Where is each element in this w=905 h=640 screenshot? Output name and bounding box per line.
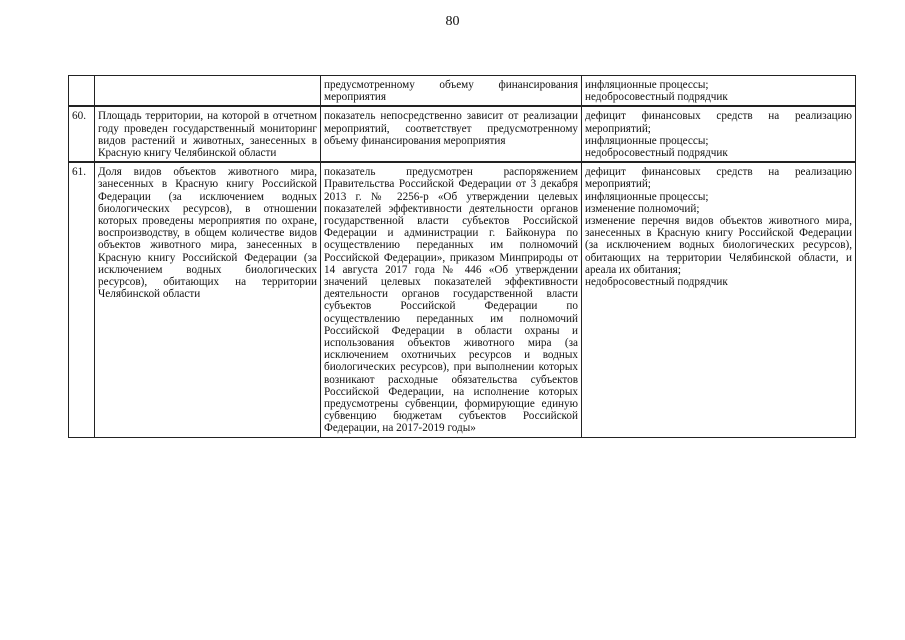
rationale-cell: показатель предусмотрен распоряжением Правительства Российской Федерации от 3 декабря 2013 г. № 2256-р «Об утверждении целевых показателей эффективности деятельности органов государственной власти субъектов Российской Федерации и администрации г. Байконура по осуществлению переданных им полномочий Российской Федерации», приказом Минприроды от 14 августа 2017 года № 446 «Об утверждении значений целевых показателей эффективности деятельности органов государственной власти субъектов Российской Федерации по осуществлению переданных им полномочий Российской Федерации в области охраны и использования объектов животного мира (за исключением охотничьих ресурсов и водных биологических ресурсов), при выполнении которых возникают расходные обязательства субъектов Российской Федерации, на исполнение которых предусмотрены субвенции, формирующие единую субвенцию бюджетам субъектов Российской Федерации, на 2017-2019 годы» (321, 163, 582, 437)
risks-cell (582, 107, 856, 162)
risk-item: изменение полномочий; (585, 202, 700, 215)
table-row (69, 163, 856, 437)
row-number: 61. (69, 163, 95, 437)
risk-item: инфляционные процессы; (585, 134, 709, 147)
rationale-cell: показатель непосредственно зависит от реализации мероприятий, соответствует предусмотренному объему финансирования мероприятия (321, 107, 582, 162)
risk-item: дефицит финансовых средств на реализацию мероприятий; (585, 166, 852, 191)
risk-item: недобросовестный подрядчик (585, 147, 728, 160)
page-number: 80 (445, 14, 460, 29)
risk-item: недобросовестный подрядчик (585, 276, 728, 289)
indicator-cell: Площадь территории, на которой в отчетном году проведен государственный мониторинг видов растений и животных, занесенных в Красную книгу Челябинской области (95, 107, 321, 162)
row-number: 60. (69, 107, 95, 162)
risk-item: недобросовестный подрядчик (585, 91, 728, 104)
table-row (69, 107, 856, 162)
risk-item: изменение перечня видов объектов животного мира, занесенных в Красную книгу Российской Федерации (за исключением водных биологических ресурсов), обитающих на территории Челябинской области, и ареала их обитания; (585, 215, 852, 276)
risks-cell (582, 163, 856, 437)
row-number (69, 76, 95, 106)
indicator-cell (95, 76, 321, 106)
indicators-table (68, 75, 856, 438)
risk-item: инфляционные процессы; (585, 190, 709, 203)
indicator-cell: Доля видов объектов животного мира, занесенных в Красную книгу Российской Федерации (за исключением водных биологических ресурсов), в отношении которых проведены мероприятия по охране, воспроизводству, в общем количестве видов объектов животного мира, занесенных в Красную книгу Российской Федерации (за исключением водных биологических ресурсов), обитающих на территории Челябинской области (95, 163, 321, 437)
risks-cell (582, 76, 856, 106)
rationale-cell: предусмотренному объему финансирования мероприятия (321, 76, 582, 106)
risk-item: дефицит финансовых средств на реализацию мероприятий; (585, 110, 852, 135)
table-row (69, 76, 856, 106)
risk-item: инфляционные процессы; (585, 79, 709, 91)
